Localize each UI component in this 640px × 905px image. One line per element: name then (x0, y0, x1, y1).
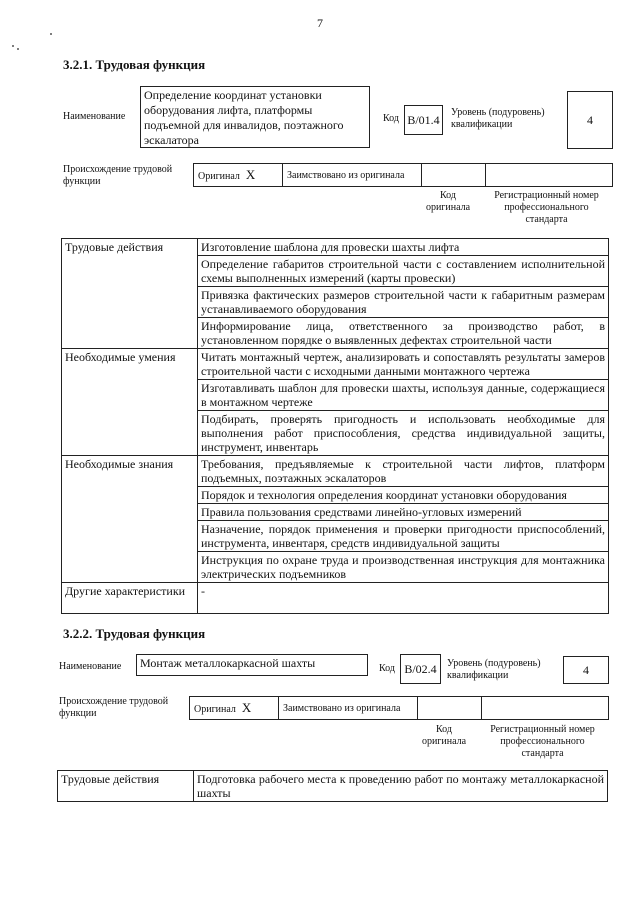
original-label: Оригинал (194, 704, 236, 715)
level-label-1: Уровень (подуровень) квалификации (451, 107, 545, 130)
action-item: Привязка фактических размеров строительной части к габаритным размерам устанавливаемого оборудования (198, 287, 609, 318)
category-spacer (62, 411, 198, 456)
category-actions-2: Трудовые действия (58, 771, 194, 802)
category-spacer (62, 380, 198, 411)
function-table-1 (61, 238, 609, 614)
code-label-1: Код (383, 113, 399, 124)
knowledge-item: Инструкция по охране труда и производственная инструкция для монтажника электрических подъемников (198, 552, 609, 583)
category-spacer (62, 318, 198, 349)
category-actions: Трудовые действия (62, 239, 198, 256)
origin-label-2: Происхождение трудовой функции (59, 696, 169, 719)
function-code-1: B/01.4 (404, 105, 443, 135)
other-value: - (198, 583, 609, 614)
code-original-label-1: Код оригинала (425, 190, 471, 213)
category-other: Другие характеристики (62, 583, 198, 614)
reg-number-label-1: Регистрационный номер профессионального стандарта (494, 190, 599, 225)
category-spacer (62, 287, 198, 318)
scan-speck (17, 48, 19, 50)
function-name-2: Монтаж металлокаркасной шахты (136, 654, 368, 676)
origin-original-cell (190, 697, 279, 720)
code-original-cell (418, 697, 482, 720)
original-mark: X (245, 167, 256, 182)
original-mark: X (241, 700, 252, 715)
skill-item: Изготавливать шаблон для провески шахты, используя данные, содержащиеся в монтажном чертеже (198, 380, 609, 411)
action-item: Определение габаритов строительной части с составлением исполнительной схемы выполненных измерений (карты провески) (198, 256, 609, 287)
action-item: Информирование лица, ответственного за производство работ, в установленном порядке о выявленных дефектах строительной части (198, 318, 609, 349)
section-title-1: 3.2.1. Трудовая функция (63, 57, 206, 72)
category-knowledge: Необходимые знания (62, 456, 198, 487)
qualification-level-2: 4 (563, 656, 609, 684)
origin-table-2 (189, 696, 609, 720)
reg-number-label-2: Регистрационный номер профессионального стандарта (490, 724, 595, 759)
category-skills: Необходимые умения (62, 349, 198, 380)
knowledge-item: Назначение, порядок применения и проверки пригодности приспособлений, инструмента, инвентаря, средств индивидуальной защиты (198, 521, 609, 552)
qualification-level-1: 4 (567, 91, 613, 149)
knowledge-item: Порядок и технология определения координат установки оборудования (198, 487, 609, 504)
code-original-label-2: Код оригинала (421, 724, 467, 747)
scan-speck (50, 33, 52, 35)
borrowed-label: Заимствовано из оригинала (283, 164, 422, 187)
category-spacer (62, 521, 198, 552)
origin-label-1: Происхождение трудовой функции (63, 164, 173, 187)
page-number: 7 (317, 16, 323, 30)
category-spacer (62, 487, 198, 504)
category-spacer (62, 256, 198, 287)
category-spacer (62, 552, 198, 583)
skill-item: Читать монтажный чертеж, анализировать и сопоставлять результаты замеров строительной части с исходными данными монтажного чертежа (198, 349, 609, 380)
origin-table-1 (193, 163, 613, 187)
reg-number-cell (486, 164, 613, 187)
scan-speck (12, 45, 14, 47)
function-code-2: B/02.4 (400, 654, 441, 684)
knowledge-item: Правила пользования средствами линейно-угловых измерений (198, 504, 609, 521)
borrowed-label: Заимствовано из оригинала (279, 697, 418, 720)
origin-original-cell (194, 164, 283, 187)
section-title-2: 3.2.2. Трудовая функция (63, 626, 206, 641)
category-spacer (62, 504, 198, 521)
reg-number-cell (482, 697, 609, 720)
name-label-2: Наименование (59, 661, 122, 672)
skill-item: Подбирать, проверять пригодность и использовать необходимые для выполнения работ приспособления, средства индивидуальной защиты, инструмент, инвентарь (198, 411, 609, 456)
level-label-2: Уровень (подуровень) квалификации (447, 658, 541, 681)
function-table-2 (57, 770, 608, 802)
knowledge-item: Требования, предъявляемые к строительной части лифтов, платформ подъемных, поэтажных эскалаторов (198, 456, 609, 487)
name-label-1: Наименование (63, 111, 126, 122)
code-label-2: Код (379, 663, 395, 674)
action-item: Подготовка рабочего места к проведению работ по монтажу металлокаркасной шахты (194, 771, 608, 802)
original-label: Оригинал (198, 171, 240, 182)
action-item: Изготовление шаблона для провески шахты лифта (198, 239, 609, 256)
function-name-1: Определение координат установки оборудования лифта, платформы подъемной для инвалидов, поэтажного эскалатора (140, 86, 370, 148)
code-original-cell (422, 164, 486, 187)
